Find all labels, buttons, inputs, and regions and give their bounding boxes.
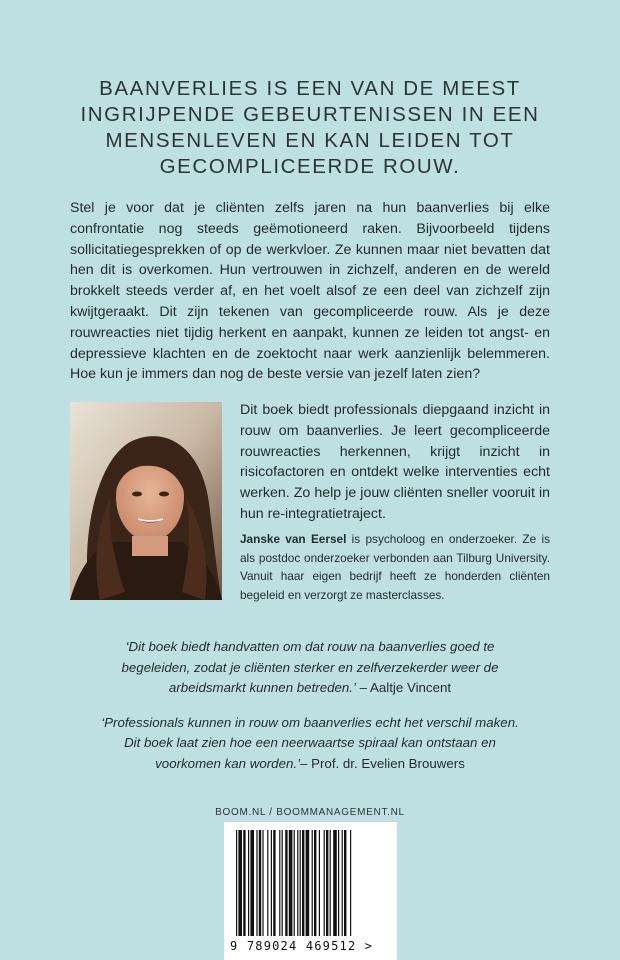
barcode-bar (248, 830, 249, 936)
barcode-bar (243, 830, 245, 936)
endorsement-2-author: – Prof. dr. Evelien Brouwers (300, 755, 465, 771)
barcode-bar (314, 830, 316, 936)
barcode-bar (333, 830, 337, 936)
author-bio-text: is psycholoog en onderzoeker. Ze is als postdoc onderzoeker verbonden aan Tilburg University. Vanuit haar eigen bedrijf heeft ze honderden cliënten begeleid en verzorgt ze masterclasses. (240, 532, 550, 602)
barcode-bar (297, 830, 298, 936)
endorsements (96, 637, 524, 788)
barcode-bar (282, 830, 283, 936)
barcode-bar (326, 830, 328, 936)
barcode-bar (342, 830, 343, 936)
endorsement-2-text: ‘Professionals kunnen in rouw om baanverlies echt het verschil maken. Dit boek laat zien hoe een neerwaartse spiraal kan ontstaan en voorkomen kan worden.’ (101, 714, 519, 771)
headline-line-4: GECOMPLICEERDE ROUW. (159, 155, 461, 178)
barcode-bar (267, 830, 268, 936)
barcode-bar (259, 830, 261, 936)
barcode-bar (338, 830, 339, 936)
barcode-bar (330, 830, 331, 936)
endorsement-1-text: ‘Dit boek biedt handvatten om dat rouw na baanverlies goed te begeleiden, zodat je cliënten sterker en zelfverzekerder weer de arbeidsmarkt kunnen betreden.’ (121, 639, 499, 695)
author-bio (240, 530, 550, 604)
headline (60, 76, 560, 180)
barcode-bar (273, 830, 275, 936)
barcode (224, 822, 397, 960)
headline-line-2: INGRIJPENDE GEBEURTENISSEN IN EEN (80, 103, 540, 126)
barcode-bar (306, 830, 310, 936)
endorsement-2 (96, 713, 524, 775)
author-photo (70, 402, 222, 600)
endorsement-1-author: – Aaltje Vincent (355, 680, 452, 695)
barcode-bar (238, 830, 242, 936)
summary-paragraph: Dit boek biedt professionals diepgaand inzicht in rouw om baanverlies. Je leert gecompliceerde rouwreacties herkennen, krijgt inzicht in risicofactoren en ontdekt welke interventies echt werken. Zo help je jouw cliënten sneller vooruit in hun re-integratietraject. (240, 402, 550, 522)
headline-line-3: MENSENLEVEN EN KAN LEIDEN TOT (105, 129, 515, 152)
barcode-bar (324, 830, 325, 936)
barcode-bar (250, 830, 254, 936)
barcode-bar (271, 830, 272, 936)
barcode-bars (236, 830, 386, 936)
barcode-bar (285, 830, 287, 936)
barcode-bar (294, 830, 295, 936)
barcode-bar (319, 830, 320, 936)
barcode-bar (312, 830, 313, 936)
barcode-bar (289, 830, 293, 936)
isbn-number: 9 789024 469512 > (230, 939, 374, 953)
publisher-website: BOOM.NL / BOOMMANAGEMENT.NL (215, 807, 405, 818)
barcode-bar (300, 830, 301, 936)
barcode-bar (236, 830, 237, 936)
barcode-bar (302, 830, 304, 936)
headline-line-1: BAANVERLIES IS EEN VAN DE MEEST (99, 77, 521, 100)
intro-paragraph: Stel je voor dat je cliënten zelfs jaren na hun baanverlies bij elke confrontatie nog steeds geëmotioneerd raken. Bijvoorbeeld tijdens sollicitatiegesprekken of op de werkvloer. Ze kunnen maar niet bevatten dat hen dit is overkomen. Hun vertrouwen in zichzelf, anderen en de wereld brokkelt steeds verder af, en het voelt alsof ze een deel van zichzelf zijn kwijtgeraakt. Dit zijn tekenen van gecompliceerde rouw. Als je deze rouwreacties niet tijdig herkent en aanpakt, kunnen ze leiden tot angst- en depressieve klachten en de zoektocht naar werk aanzienlijk belemmeren. Hoe kun je immers dan nog de beste versie van jezelf laten zien? (70, 200, 550, 383)
barcode-bar (350, 830, 351, 936)
barcode-bar (256, 830, 257, 936)
author-name: Janske van Eersel (240, 532, 347, 546)
barcode-bar (279, 830, 280, 936)
endorsement-1 (96, 637, 524, 699)
barcode-bar (262, 830, 263, 936)
barcode-bar (344, 830, 346, 936)
